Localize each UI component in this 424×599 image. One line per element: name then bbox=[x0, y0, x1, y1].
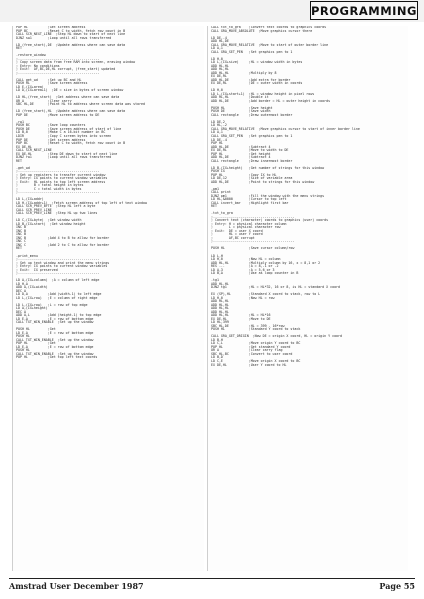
code-line: ;----------------------------------------- bbox=[211, 239, 295, 244]
code-line: LD A,3 ;A = 5,6 or 3 bbox=[211, 267, 275, 272]
code-line: LD HL,&0000 ;Cursor to top left bbox=[211, 197, 287, 202]
code-line: ADD HL,HL bbox=[211, 306, 229, 311]
code-line: DJNZ sw1 ;Loop until all rows transferred bbox=[16, 35, 112, 40]
code-line: CALL invert_bar ;Highlight first bar bbox=[211, 200, 289, 205]
code-line: ;----------------------------------------- bbox=[211, 214, 295, 219]
code-line: ; B = total height in bytes bbox=[16, 183, 84, 188]
code-line: ADD HL,DE bbox=[211, 39, 229, 44]
code-line: CALL GRA_SET_PEN ;Set graphics pen to 1 bbox=[211, 133, 293, 138]
code-line: SBC HL,DE ;HL = 399 - 16*row bbox=[211, 323, 285, 328]
code-line: ;----------------------------------------- bbox=[16, 56, 100, 61]
code-line: ADD HL,HL bbox=[211, 309, 229, 314]
code-line: ;----------------------------------------- bbox=[16, 271, 100, 276]
code-line: LD B,(IX+height) ;Get number of strings for this window bbox=[211, 165, 325, 170]
code-line: ADD HL,DE ;Add extra for border bbox=[211, 77, 291, 82]
code-line: INC B bbox=[16, 228, 26, 233]
code-line: OR A ;Clear carry bbox=[16, 98, 72, 103]
code-line: POP HL ;Get height bbox=[211, 151, 271, 156]
code-line: PUSH HL ;Standard Y coord to stack bbox=[211, 327, 301, 332]
code-line: ;----------------------------------------- bbox=[16, 257, 100, 262]
code-line: LD A,1 bbox=[211, 46, 223, 51]
code-line: CALL get_wd ;Set up BC and HL bbox=[16, 77, 82, 82]
code-line: POP BC ;Reset C to width, fetch row count in B bbox=[16, 28, 126, 33]
code-line: PUSH HL bbox=[16, 348, 30, 353]
code-line: EX DE,HL ;Step DE down to start of next line bbox=[16, 151, 118, 156]
code-line: ; Entry: No conditions bbox=[16, 63, 60, 68]
code-line: EX DE,HL bbox=[16, 144, 32, 149]
code-line: EX DE,HL ;Move to DE bbox=[211, 316, 271, 321]
section-heading: PROGRAMMING bbox=[310, 1, 418, 20]
code-line: CALL GRA_GET_ORIGIN ;Now DE = origin X coord, HL = origin Y coord bbox=[211, 334, 343, 339]
code-line: LD B,H bbox=[211, 337, 223, 342]
code-line: LD H,0 ;Now HL = row bbox=[211, 295, 275, 300]
page-number: Page 55 bbox=[379, 581, 415, 591]
right-code-column bbox=[207, 26, 408, 571]
code-line: ADD HL,HL ;HL = HL*16 bbox=[211, 313, 271, 318]
code-line: DJNZ rw1 ;Loop until all rows transferred bbox=[16, 155, 112, 160]
code-line: CALL SCR_PREV_BYTE ;Step HL left a byte bbox=[16, 204, 96, 209]
code-line: DJNZ pm1 ;Fill the window with the menu strings bbox=[211, 193, 325, 198]
code-line: .pm1 bbox=[211, 186, 219, 191]
code-line: OR A ;Clear carry flag bbox=[211, 348, 283, 353]
code-line: ADD HL,HL ;Multiply by 8 bbox=[211, 70, 277, 75]
code-line: ; Exit: HL points to top left screen address bbox=[16, 179, 106, 184]
code-line: ADD HL,DE ;Point to strings for this window bbox=[211, 179, 315, 184]
code-line: PUSH DE ;Save width bbox=[211, 109, 271, 114]
code-line: ; Exit: DE = user X coord bbox=[211, 228, 263, 233]
code-line: POP BC ;Reset C to width, fetch row count in B bbox=[16, 141, 126, 146]
code-line: ; Set up registers to transfer current window bbox=[16, 172, 106, 177]
code-line: CALL SCR_NEXT_LINE ;Step HL down to start of next line bbox=[16, 32, 126, 37]
code-line: LD B,0 ;Make C a 16-bit number in BC bbox=[16, 130, 106, 135]
code-line: PUSH BC ;Save loop counters bbox=[16, 123, 86, 128]
left-code-column bbox=[12, 26, 204, 571]
code-line: LD DE,-4 bbox=[211, 137, 227, 142]
magazine-issue: Amstrad User December 1987 bbox=[9, 581, 144, 591]
code-line: CALL txt_to_gra ;Convert text coords to graphics coords bbox=[211, 26, 327, 29]
code-line: PUSH HL ;Get bbox=[16, 327, 56, 332]
code-line: POP HL ;Get screen address bbox=[16, 26, 86, 29]
code-line: POP DE ;Get screen address bbox=[16, 137, 86, 142]
code-line: RET bbox=[16, 158, 22, 163]
code-line: CALL GRA_MOVE_RELATIVE ;Move to start of outer border line bbox=[211, 42, 329, 47]
code-line: LD A,(IX+column) ;A = column of left edge bbox=[16, 278, 100, 283]
code-line: ; Copy screen data from free RAM into screen, erasing window bbox=[16, 60, 136, 65]
code-line: INC B bbox=[16, 232, 26, 237]
code-line: LD DE,-4 bbox=[211, 35, 227, 40]
code-line: ADD HL,HL ;Multiply column by 16, x = 8,1 or 2 bbox=[211, 260, 321, 265]
code-line: DEC A bbox=[16, 288, 26, 293]
code-line: CALL TXT_WIN_ENABLE ;Set up the window bbox=[16, 351, 94, 356]
code-line: LD DE,12 ;Size of variable area bbox=[211, 176, 293, 181]
code-line: RET bbox=[16, 46, 22, 51]
code-line: ; Exit: AF,BC,DE,HL corrupt, (free_start) updated bbox=[16, 67, 116, 72]
code-line: INC C bbox=[16, 239, 26, 244]
code-line: LD (free_start),HL ;Update address where can save data bbox=[16, 109, 126, 114]
code-line: LD DE,2 bbox=[211, 119, 225, 124]
code-line: .txt_to_gra bbox=[211, 211, 233, 216]
code-line: INC C ;Add 2 to C to allow for border bbox=[16, 242, 110, 247]
code-line: ADD HL,HL bbox=[211, 302, 229, 307]
code-line: ; Exit: IX preserved bbox=[16, 267, 58, 272]
code-line: PUSH IX bbox=[211, 169, 225, 174]
code-line: CALL rectangle ;Draw outermost border bbox=[211, 112, 293, 117]
code-line: ADD HL,DE ;Add border = HL = outer height in coords bbox=[211, 98, 331, 103]
code-line: RES ... ;A = 8,-1 or -2 bbox=[211, 264, 279, 269]
code-line: PUSH HL ;Save cursor column/row bbox=[211, 246, 295, 251]
right-code-listing bbox=[208, 26, 408, 367]
code-line: ; AF,BC corrupt bbox=[211, 235, 255, 240]
code-line: EX DE,HL ;User Y coord to HL bbox=[211, 362, 287, 367]
code-line: ADD HL,HL bbox=[211, 299, 229, 304]
code-line: ; C = total width in bytes bbox=[16, 186, 82, 191]
code-line: ;----------------------------------------- bbox=[16, 70, 100, 75]
code-line: POP HL ;Get bbox=[16, 341, 56, 346]
code-line: ADD HL,DE ;Subtract 4 bbox=[211, 144, 271, 149]
code-line: INC B bbox=[16, 225, 26, 230]
page-footer bbox=[9, 578, 415, 593]
code-line: ADD HL,DE ;Subtract 4 bbox=[211, 155, 271, 160]
code-line: .get_wd bbox=[16, 165, 30, 170]
code-line: CALL SCR_PREV_LINE bbox=[16, 207, 52, 212]
code-line: ;----------------------------------------- bbox=[16, 169, 100, 174]
code-line: CALL print bbox=[211, 190, 231, 195]
code-line: DEC A bbox=[16, 309, 26, 314]
code-line: ADD HL,HL bbox=[211, 63, 229, 68]
code-line: EX DE,HL ;Move to width to DE bbox=[211, 148, 289, 153]
code-line: LD B,(IX+start) ;Get window height bbox=[16, 221, 86, 226]
code-line: ; Entry: H = physical character column bbox=[211, 221, 287, 226]
code-line: PUSH DE ;Save screen address of start of line bbox=[16, 126, 122, 131]
code-line: EX (SP),HL ;Standard X coord to stack, row to L bbox=[211, 292, 321, 297]
code-line: LD H,0 bbox=[211, 56, 223, 61]
code-line: LD H,0 bbox=[211, 88, 223, 93]
code-line: SBC HL,BC ;Convert to user coord bbox=[211, 351, 293, 356]
code-line: ; Set up text window and print the menu strings bbox=[16, 260, 110, 265]
code-line: ADD A,(IX+width) bbox=[16, 285, 48, 290]
code-line: POP HL ;Copy IX to HL bbox=[211, 172, 277, 177]
code-line: CALL SCR_NEXT_LINE bbox=[16, 148, 52, 153]
code-line: PUSH HL bbox=[16, 334, 30, 339]
code-line: LD B,D bbox=[211, 355, 223, 360]
code-line: .print_menu bbox=[16, 253, 38, 258]
code-line: RET bbox=[16, 246, 22, 251]
code-line: LD HL,(free_start) ;Get address where can save data bbox=[16, 95, 120, 100]
code-line: CALL GRA_SET_PEN ;Set graphics pen to 1 bbox=[211, 49, 293, 54]
code-line: ADD HL,HL bbox=[211, 67, 229, 72]
code-line: CALL GRA_MOVE_ABSOLUTE ;Move graphics cursor there bbox=[211, 28, 313, 33]
code-line: LD H,(IX+addr+1) ;Fetch screen address of top left of text window bbox=[16, 200, 148, 205]
code-line: LD H,0 ;Now HL = column bbox=[211, 257, 281, 262]
code-line: EX DE,HL ;DE = outer width in coords bbox=[211, 81, 303, 86]
code-line: LD L,(IX+start+1) ;HL = window height in pixel rows bbox=[211, 91, 315, 96]
code-line: ; Entry: IX points to current window variables bbox=[16, 176, 108, 181]
code-line: ; HL = user Y coord bbox=[211, 232, 263, 237]
code-line: INC B ;Add 4 to B to allow for border bbox=[16, 235, 110, 240]
code-line: ;----------------------------------------- bbox=[16, 190, 100, 195]
code-line: DJNZ tg1 ;HL = HL*32, 16 or 8, is HL = standard X coord bbox=[211, 285, 341, 290]
code-line: POP HL ;Get standard Y coord bbox=[211, 344, 291, 349]
code-line: ADD HL,HL ;Double it bbox=[211, 95, 269, 100]
code-line: PUSH HL ;Save screen address bbox=[16, 81, 88, 86]
code-line: RET bbox=[211, 204, 217, 209]
code-line: POP HL ;Get top left text coords bbox=[16, 355, 98, 360]
code-line: LD D,A ;Add (width-1) to left edge bbox=[16, 292, 102, 297]
code-line: LDIR ;Copy C screen bytes into screen bbox=[16, 133, 112, 138]
code-line: POP DE ;Move screen address to DE bbox=[16, 112, 100, 117]
code-line: LD A,(IX+height) bbox=[16, 306, 48, 311]
code-line: LD E,A ;E = row of bottom edge bbox=[16, 316, 94, 321]
code-line: LD L,(IX+row) ;L = row of top edge bbox=[16, 302, 88, 307]
code-line: LD E,A ;E = row of bottom edge bbox=[16, 344, 94, 349]
code-line: LD E,A ;E = row of bottom edge bbox=[16, 330, 94, 335]
code-line: LD B,A ;Use as loop counter in B bbox=[211, 271, 299, 276]
code-line: ADD HL,HL bbox=[211, 281, 229, 286]
code-line: ; Convert text (character) coords to graphics (user) coords bbox=[211, 218, 329, 223]
left-code-listing bbox=[13, 26, 204, 360]
code-line: PUSH HL ;Save height bbox=[211, 105, 273, 110]
code-line: LD C,E ;Move origin X coord to BC bbox=[211, 358, 301, 363]
code-line: ADD A,L ;Add (height-1) to top edge bbox=[16, 313, 102, 318]
code-line: .restore_window bbox=[16, 53, 46, 58]
code-line: LD L,H bbox=[211, 253, 223, 258]
code-line: CALL GRA_MOVE_RELATIVE ;Move graphics cursor to start of inner border line bbox=[211, 126, 360, 131]
code-line: CALL TXT_WIN_ENABLE ;Set up the window bbox=[16, 320, 94, 325]
code-line: LD A,1 bbox=[211, 130, 223, 135]
code-line: LD L,(IX+size) ;HL = window width in bytes bbox=[211, 60, 303, 65]
code-line: LD (free_start),DE ;Update address where can save data bbox=[16, 42, 126, 47]
code-line: ; Entry: IX points to current window variables bbox=[16, 264, 108, 269]
code-line: LD H,A bbox=[16, 281, 28, 286]
code-line: CALL rectangle ;Draw innermost border bbox=[211, 158, 293, 163]
code-line: LD C,(IX+byte) ;Get window width bbox=[16, 218, 82, 223]
code-line: CALL TXT_WIN_ENABLE ;Set up the window bbox=[16, 337, 94, 342]
code-line: SBC HL,DE ;Point HL to address where screen data was stored bbox=[16, 102, 146, 107]
code-line: CALL SCR_PREV_LINE ;Step HL up two lines bbox=[16, 211, 98, 216]
code-line: LD L,(IX+row) ;E = column of right edge bbox=[16, 295, 98, 300]
code-line: LD HL,399 bbox=[211, 320, 229, 325]
code-line: LD HL,-2 bbox=[211, 123, 227, 128]
code-line: POP HL bbox=[211, 141, 223, 146]
code-line: .tg1 bbox=[211, 278, 219, 283]
code-line: LD L,(IX+addr) bbox=[16, 197, 44, 202]
code-line: LD E,(IX+area) bbox=[16, 84, 44, 89]
code-line: ; L = physical character row bbox=[211, 225, 281, 230]
code-line: EX DE,HL bbox=[211, 74, 227, 79]
code-line: LD D,(IX+area+1) ;DE = size in bytes of screen window bbox=[16, 88, 124, 93]
code-line: LD C,L ;Move origin Y coord to BC bbox=[211, 341, 301, 346]
code-line: .rw1 bbox=[16, 119, 24, 124]
